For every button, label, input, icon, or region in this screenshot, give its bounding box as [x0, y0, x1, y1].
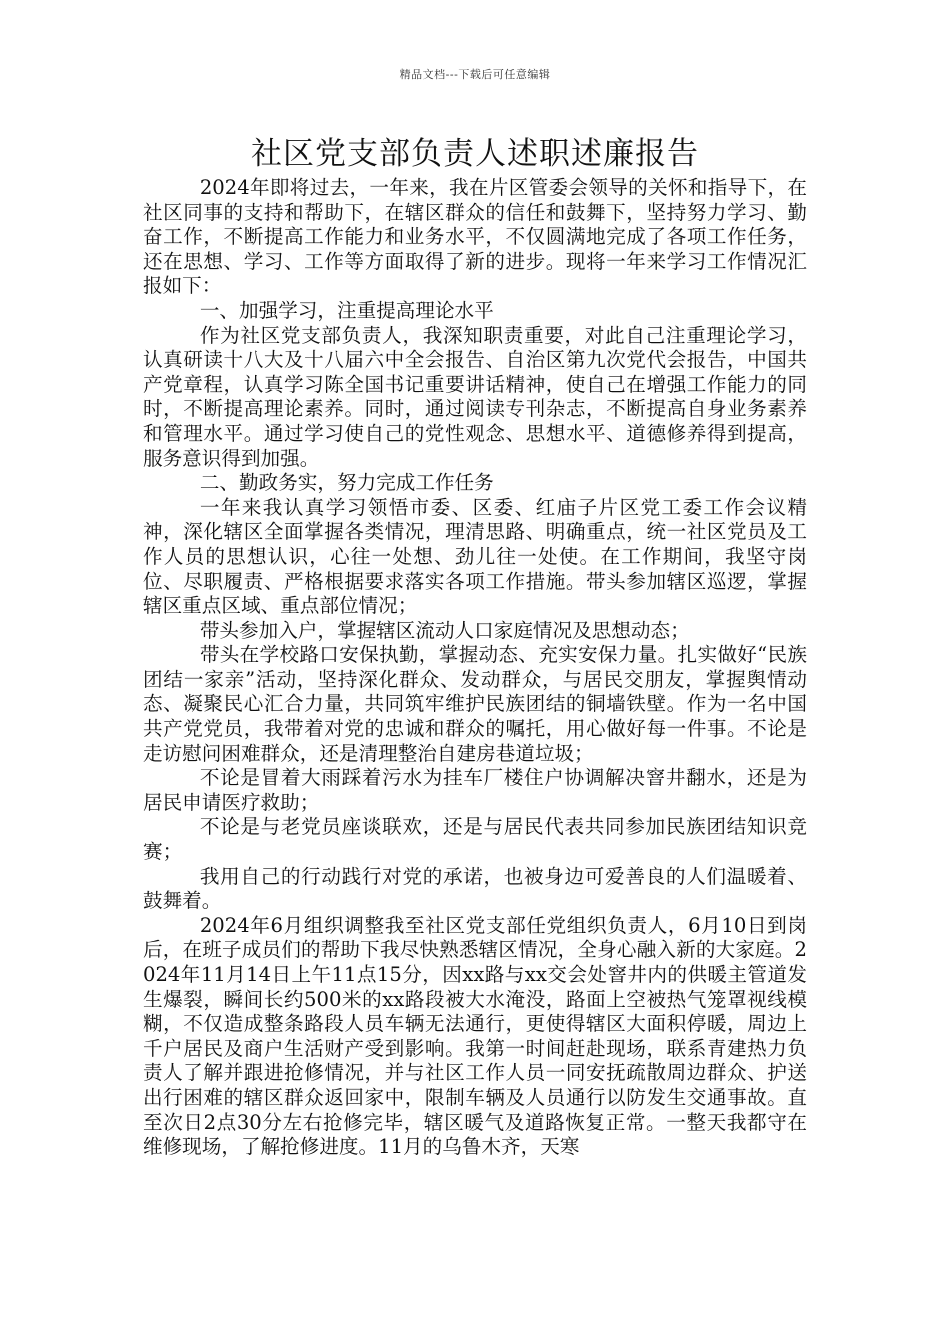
paragraph-work: 一年来我认真学习领悟市委、区委、红庙子片区党工委工作会议精神，深化辖区全面掌握各类情况，理清思路、明确重点，统一社区党员及工作人员的思想认识，心往一处想、劲儿往一处使。在工作期间，我坚守岗位、尽职履责、严格根据要求落实各项工作措施。带头参加辖区巡逻，掌握辖区重点区域、重点部位情况；	[143, 495, 807, 618]
paragraph-party-members: 不论是与老党员座谈联欢，还是与居民代表共同参加民族团结知识竞赛；	[143, 815, 807, 864]
paragraph-intro: 2024年即将过去，一年来，我在片区管委会领导的关怀和指导下，在社区同事的支持和帮助下，在辖区群众的信任和鼓舞下，坚持努力学习、勤奋工作，不断提高工作能力和业务水平，不仅圆满地完成了各项工作任务，还在思想、学习、工作等方面取得了新的进步。现将一年来学习工作情况汇报如下：	[143, 176, 807, 298]
header-note: 精品文档---下载后可任意编辑	[399, 68, 551, 81]
document-title: 社区党支部负责人述职述廉报告	[251, 136, 699, 172]
section-heading-work: 二、勤政务实，努力完成工作任务	[199, 471, 494, 495]
paragraph-household-visits: 带头参加入户，掌握辖区流动人口家庭情况及思想动态；	[199, 618, 690, 642]
section-heading-study: 一、加强学习，注重提高理论水平	[199, 298, 494, 322]
paragraph-pipe-burst: 2024年6月组织调整我至社区党支部任党组织负责人，6月10日到岗后，在班子成员们的帮助下我尽快熟悉辖区情况，全身心融入新的大家庭。2024年11月14日上午11点15分，因xx路与xx交会处窨井内的供暖主管道发生爆裂，瞬间长约500米的xx路段被大水淹没，路面上空被热气笼罩视线模糊，不仅造成整条路段人员车辆无法通行，更使得辖区大面积停暖，周边上千户居民及商户生活财产受到影响。我第一时间赶赴现场，联系青建热力负责人了解并跟进抢修情况，并与社区工作人员一同安抚疏散周边群众、护送出行困难的辖区群众返回家中，限制车辆及人员通行以防发生交通事故。直至次日2点30分左右抢修完毕，辖区暖气及道路恢复正常。一整天我都守在维修现场，了解抢修进度。11月的乌鲁木齐，天寒	[143, 913, 807, 1159]
paragraph-commitment: 我用自己的行动践行对党的承诺，也被身边可爱善良的人们温暖着、鼓舞着。	[143, 864, 807, 913]
paragraph-rain-drainage: 不论是冒着大雨踩着污水为挂车厂楼住户协调解决窨井翻水，还是为居民申请医疗救助；	[143, 766, 807, 814]
paragraph-study: 作为社区党支部负责人，我深知职责重要，对此自己注重理论学习，认真研读十八大及十八届六中全会报告、自治区第九次党代会报告，中国共产党章程，认真学习陈全国书记重要讲话精神，使自己在增强工作能力的同时，不断提高理论素养。同时，通过阅读专刊杂志，不断提高自身业务素养和管理水平。通过学习使自己的党性观念、思想水平、道德修养得到提高，服务意识得到加强。	[143, 323, 807, 470]
paragraph-security-duty: 带头在学校路口安保执勤，掌握动态、充实安保力量。扎实做好“民族团结一家亲”活动，坚持深化群众、发动群众，与居民交朋友，掌握舆情动态、凝聚民心汇合力量，共同筑牢维护民族团结的铜墙铁壁。作为一名中国共产党党员，我带着对党的忠诚和群众的嘱托，用心做好每一件事。不论是走访慰问困难群众，还是清理整治自建房巷道垃圾；	[143, 643, 807, 765]
document-body	[143, 176, 807, 1160]
